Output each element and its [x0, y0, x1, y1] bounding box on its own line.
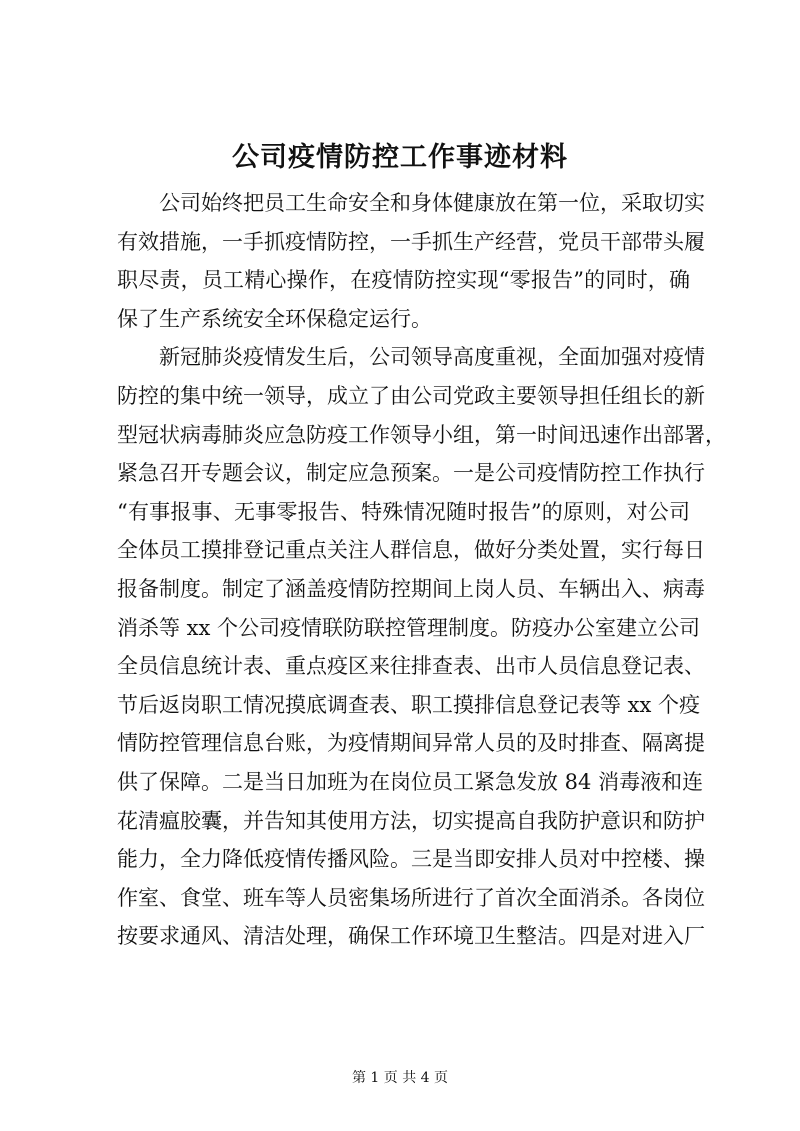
- paragraph-line: “有事报事、无事零报告、特殊情况随时报告”的原则，对公司: [117, 499, 690, 524]
- paragraph-line: 职尽责，员工精心操作，在疫情防控实现“零报告”的同时，确: [117, 268, 690, 293]
- paragraph-line: 有效措施，一手抓疫情防控，一手抓生产经营，党员干部带头履: [117, 229, 705, 254]
- page-title: 公司疫情防控工作事迹材料: [232, 142, 568, 173]
- paragraph-line: 情防控管理信息台账，为疫情期间异常人员的及时排查、隔离提: [117, 731, 705, 756]
- paragraph-line: 供了保障。二是当日加班为在岗位员工紧急发放 84 消毒液和连: [117, 769, 704, 794]
- paragraph-line: 型冠状病毒肺炎应急防疫工作领导小组，第一时间迅速作出部署，: [117, 422, 726, 447]
- document-body: [117, 184, 726, 956]
- paragraph-line: 紧急召开专题会议，制定应急预案。一是公司疫情防控工作执行: [117, 461, 705, 486]
- paragraph-line: 花清瘟胶囊，并告知其使用方法，切实提高自我防护意识和防护: [117, 808, 705, 833]
- paragraph-line: 防控的集中统一领导，成立了由公司党政主要领导担任组长的新: [117, 383, 705, 408]
- paragraph-line: 按要求通风、清洁处理，确保工作环境卫生整洁。四是对进入厂: [117, 924, 705, 949]
- paragraph-line: 节后返岗职工情况摸底调查表、职工摸排信息登记表等 xx 个疫: [117, 692, 701, 717]
- paragraph-line: 消杀等 xx 个公司疫情联防联控管理制度。防疫办公室建立公司: [117, 615, 701, 640]
- paragraph-line: 新冠肺炎疫情发生后，公司领导高度重视，全面加强对疫情: [159, 345, 705, 370]
- paragraph-line: 报备制度。制定了涵盖疫情防控期间上岗人员、车辆出入、病毒: [117, 576, 705, 601]
- page-footer: 第 1 页 共 4 页: [351, 1070, 449, 1086]
- paragraph-line: 作室、食堂、班车等人员密集场所进行了首次全面消杀。各岗位: [117, 885, 705, 910]
- paragraph-line: 能力，全力降低疫情传播风险。三是当即安排人员对中控楼、操: [117, 847, 705, 872]
- paragraph-line: 全体员工摸排登记重点关注人群信息，做好分类处置，实行每日: [117, 538, 705, 563]
- paragraph-line: 保了生产系统安全环保稳定运行。: [117, 306, 432, 331]
- paragraph-line: 公司始终把员工生命安全和身体健康放在第一位，采取切实: [159, 191, 705, 215]
- paragraph-line: 全员信息统计表、重点疫区来往排查表、出市人员信息登记表、: [117, 654, 705, 679]
